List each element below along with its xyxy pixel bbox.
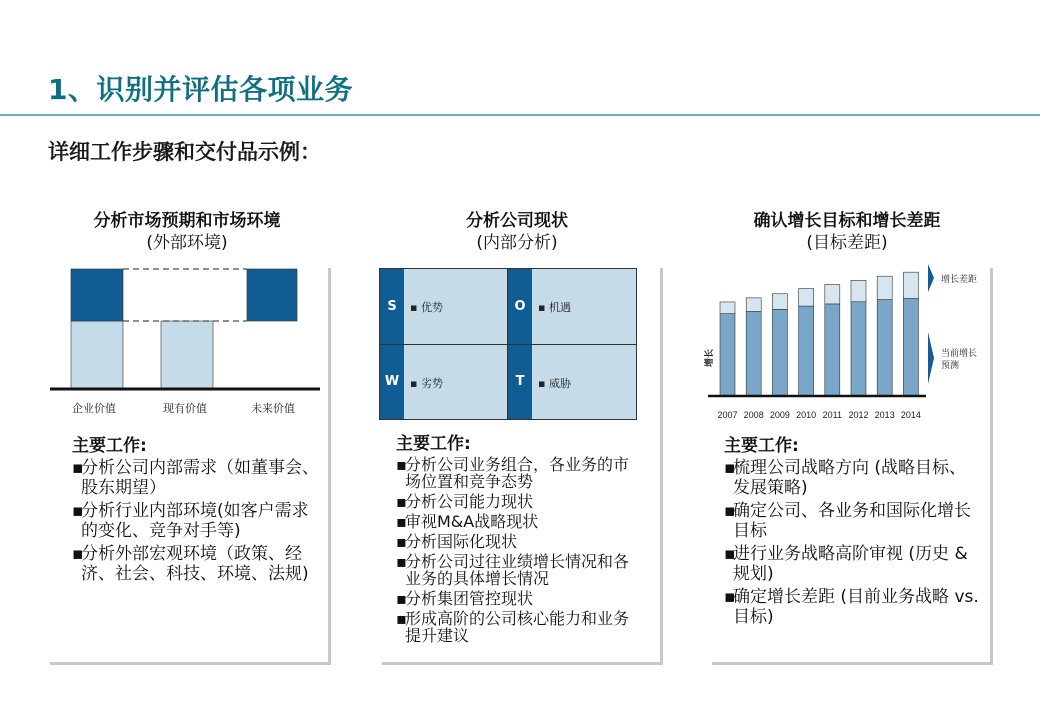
column-subheading: (内部分析) bbox=[476, 233, 558, 253]
bar-current-forecast bbox=[746, 312, 761, 397]
year-tick-label: 2012 bbox=[848, 410, 869, 420]
bar-current-forecast bbox=[851, 302, 866, 396]
list-item: ▪ 分析公司业务组合，各业务的市场位置和竞争态势 bbox=[396, 455, 630, 491]
year-tick-label: 2010 bbox=[796, 410, 817, 420]
growth-gap-chart bbox=[698, 258, 998, 428]
year-tick-label: 2011 bbox=[822, 410, 842, 420]
gap-arrow-icon bbox=[928, 264, 934, 292]
bar-future-upper bbox=[247, 269, 297, 321]
title-divider bbox=[0, 114, 1040, 116]
list-item: ▪ 分析公司过往业绩增长情况和各业务的具体增长情况 bbox=[396, 552, 630, 588]
swot-letter-w: W bbox=[380, 344, 404, 419]
bar-current-value bbox=[161, 321, 213, 389]
list-item: ▪ 分析公司内部需求（如董事会、股东期望） bbox=[72, 458, 319, 498]
bar-growth-gap bbox=[772, 294, 787, 310]
bar-current-forecast bbox=[877, 300, 892, 396]
column-heading: 确认增长目标和增长差距 bbox=[753, 211, 941, 231]
bar-enterprise-upper bbox=[71, 269, 123, 321]
bar-current-forecast bbox=[825, 304, 840, 396]
column-header-company bbox=[372, 210, 662, 254]
bar-current-forecast bbox=[799, 306, 814, 396]
bar-growth-gap bbox=[746, 298, 761, 312]
bar-current-forecast bbox=[772, 309, 787, 396]
label-current-value: 现有价值 bbox=[163, 402, 207, 415]
bar-growth-gap bbox=[799, 289, 814, 307]
bar-growth-gap bbox=[851, 280, 866, 301]
bar-enterprise-lower bbox=[71, 321, 123, 389]
work-title: 主要工作: bbox=[396, 434, 471, 454]
list-item: ▪ 审视M&A战略现状 bbox=[396, 512, 539, 531]
list-item: ▪ 分析外部宏观环境（政策、经济、社会、科技、环境、法规) bbox=[72, 544, 309, 584]
swot-letter-s: S bbox=[380, 269, 404, 344]
page-subtitle: 详细工作步骤和交付品示例： bbox=[48, 140, 321, 164]
column-subheading: (外部环境) bbox=[146, 233, 228, 253]
bar-growth-gap bbox=[720, 302, 735, 314]
work-title: 主要工作: bbox=[72, 436, 147, 456]
work-list-growth bbox=[724, 436, 982, 630]
legend-current-forecast: 当前增长 bbox=[941, 348, 978, 358]
year-tick-label: 2013 bbox=[874, 410, 895, 420]
swot-horizontal-divider bbox=[380, 344, 636, 345]
list-item: ▪ 分析公司能力现状 bbox=[396, 492, 534, 511]
bar-growth-gap bbox=[903, 272, 918, 298]
swot-letter-t: T bbox=[508, 344, 532, 419]
label-enterprise-value: 企业价值 bbox=[72, 402, 116, 415]
list-item: ▪ 分析集团管控现状 bbox=[396, 589, 534, 608]
bar-growth-gap bbox=[877, 276, 892, 299]
bar-current-forecast bbox=[720, 314, 735, 396]
bar-growth-gap bbox=[825, 284, 840, 304]
list-item: ▪ 梳理公司战略方向 (战略目标、发展策略) bbox=[724, 458, 967, 498]
value-waterfall-chart bbox=[50, 266, 334, 416]
work-list-market bbox=[72, 436, 322, 587]
year-tick-label: 2007 bbox=[717, 410, 738, 420]
list-item: ▪ 分析行业内部环境(如客户需求的变化、竞争对手等) bbox=[72, 501, 309, 541]
list-item: ▪ 确定公司、各业务和国际化增长目标 bbox=[724, 501, 971, 541]
work-list-company bbox=[396, 434, 636, 647]
swot-letter-o: O bbox=[508, 269, 532, 344]
swot-opportunities: ▪ 机遇 bbox=[538, 301, 571, 314]
page-title: 1、识别并评估各项业务 bbox=[48, 73, 353, 106]
list-item: ▪ 形成高阶的公司核心能力和业务提升建议 bbox=[396, 609, 630, 645]
list-item: ▪ 分析国际化现状 bbox=[396, 532, 518, 551]
column-subheading: (目标差距) bbox=[806, 233, 888, 253]
label-future-value: 未来价值 bbox=[251, 402, 295, 415]
bar-current-forecast bbox=[903, 299, 918, 397]
legend-growth-gap: 增长差距 bbox=[941, 274, 978, 284]
year-tick-label: 2009 bbox=[769, 410, 790, 420]
list-item: ▪ 进行业务战略高阶审视 (历史 & 规划) bbox=[724, 544, 968, 584]
column-heading: 分析市场预期和市场环境 bbox=[93, 211, 281, 231]
column-header-market bbox=[42, 210, 332, 254]
column-header-growth bbox=[702, 210, 992, 254]
year-tick-label: 2014 bbox=[900, 410, 921, 420]
work-title: 主要工作: bbox=[724, 436, 799, 456]
y-axis-label: 增长 bbox=[704, 348, 714, 368]
swot-threats: ▪ 威胁 bbox=[538, 377, 571, 390]
list-item: ▪ 确定增长差距 (目前业务战略 vs. 目标) bbox=[724, 587, 979, 627]
legend-current-forecast-cont: 预测 bbox=[941, 360, 960, 370]
column-heading: 分析公司现状 bbox=[466, 211, 568, 231]
year-tick-label: 2008 bbox=[743, 410, 764, 420]
swot-weaknesses: ▪ 劣势 bbox=[410, 377, 443, 390]
swot-matrix bbox=[379, 268, 637, 420]
swot-strengths: ▪ 优势 bbox=[410, 301, 443, 314]
forecast-arrow-icon bbox=[928, 332, 934, 384]
